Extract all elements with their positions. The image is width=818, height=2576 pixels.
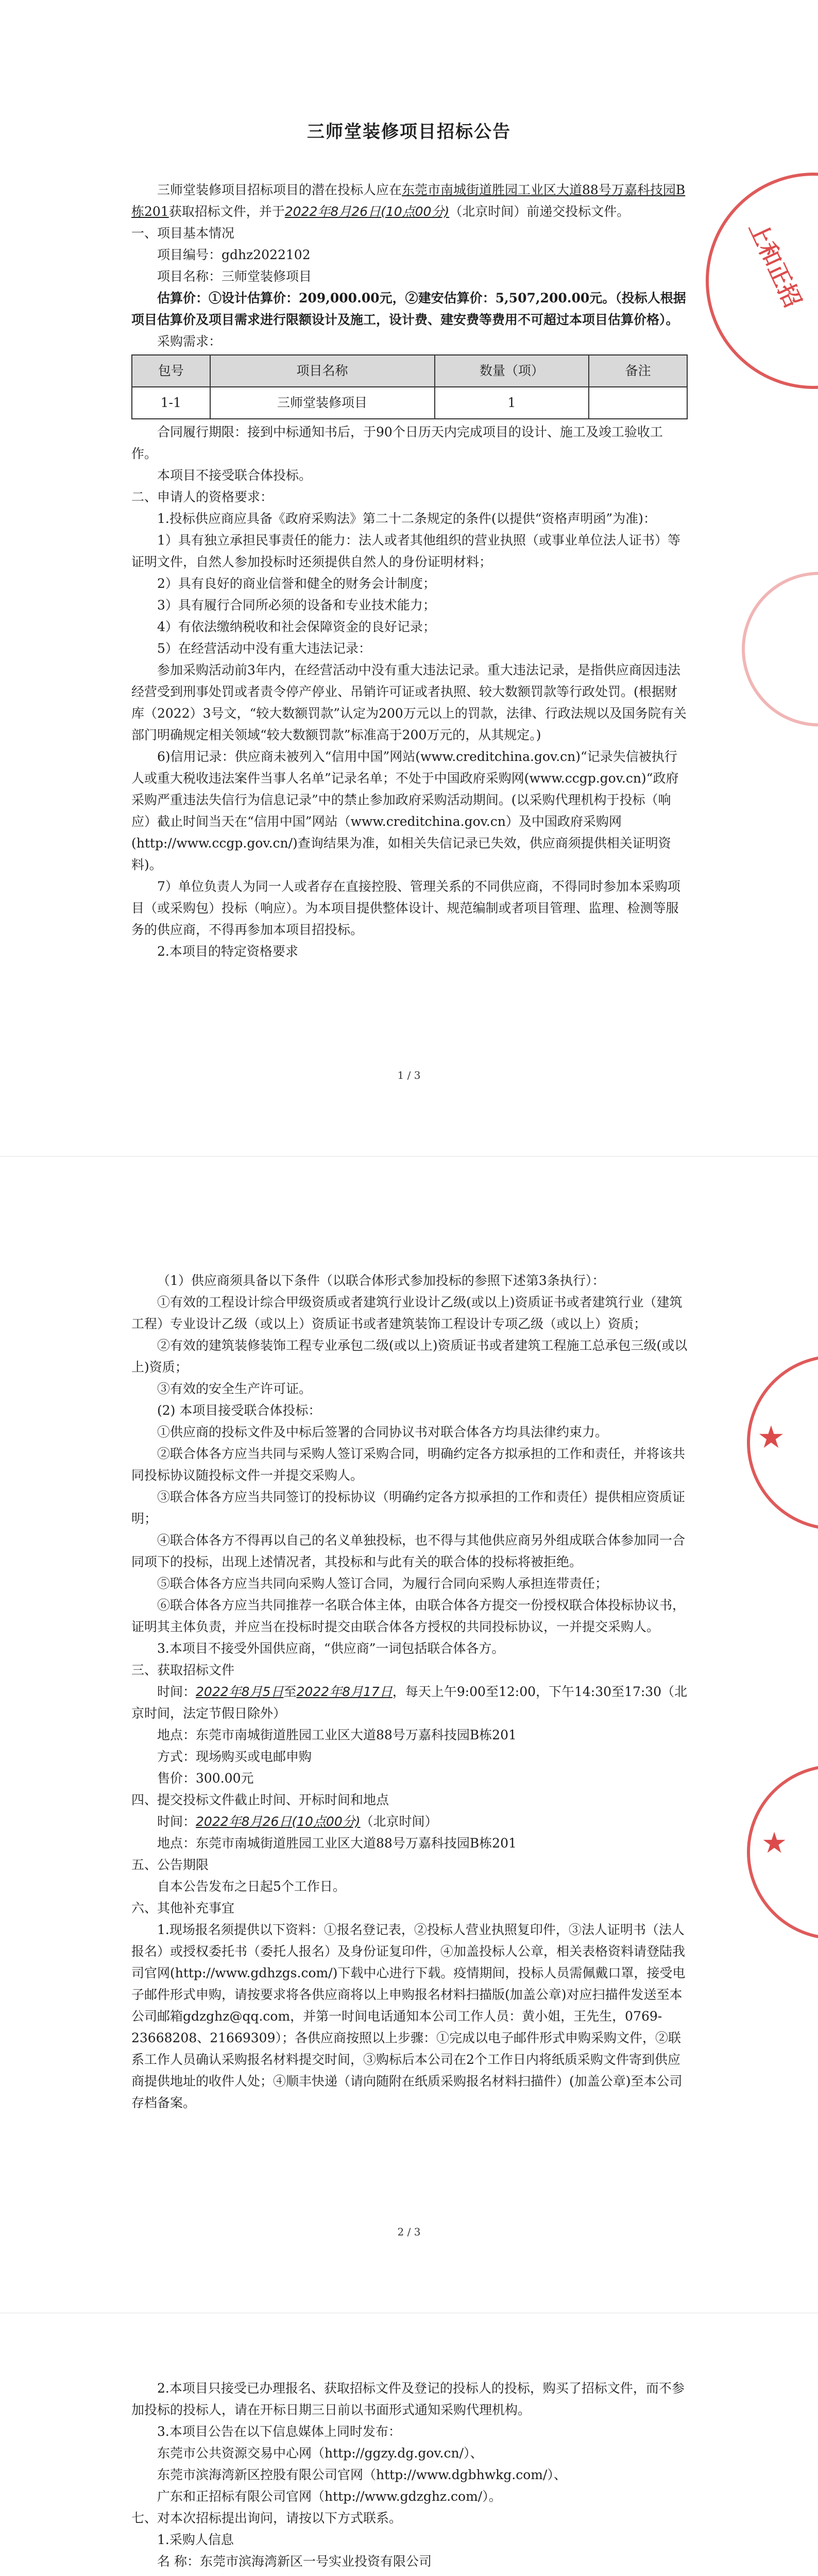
page-number: 2 / 3 — [397, 2226, 421, 2238]
announce-period: 自本公告发布之日起5个工作日。 — [157, 1879, 346, 1894]
joint-rule-3: ③联合体各方应当共同签订的投标协议（明确约定各方拟承担的工作和责任）提供相应资质证明； — [131, 1489, 686, 1526]
qualification-control: 7）单位负责人为同一人或者存在直接控股、管理关系的不同供应商，不得同时参加本采购项目（或采购包）投标（响应）。为本项目提供整体设计、规范编制或者项目管理、监理、检测等服务的供应商，不得再参加本项目招投标。 — [131, 879, 680, 937]
section-obtain-docs: 三、获取招标文件 — [131, 1663, 235, 1677]
qualification-2: 2.本项目的特定资格要求 — [157, 944, 298, 959]
media-intro: 3.本项目公告在以下信息媒体上同时发布： — [157, 2424, 401, 2439]
joint-rule-4: ④联合体各方不得再以自己的名义单独投标，也不得与其他供应商另外组成联合体参加同一合同项下的投标，出现上述情况者，其投标和与此有关的联合体的投标将被拒绝。 — [131, 1533, 686, 1569]
page-title: 三师堂装修项目招标公告 — [307, 122, 511, 142]
page3-body — [131, 2378, 688, 2576]
section-contact: 七、对本次招标提出询问，请按以下方式联系。 — [131, 2511, 402, 2526]
page-number: 1 / 3 — [397, 1069, 421, 1081]
buyer-address — [131, 2572, 688, 2576]
deadline-time: 时间：2022年8月26日(10点00分)（北京时间） — [157, 1814, 438, 1829]
media-2: 东莞市滨海湾新区控股有限公司官网（http://www.dgbhwkg.com/）、 — [157, 2467, 567, 2482]
demand-label: 采购需求： — [157, 334, 222, 349]
media-1: 东莞市公共资源交易中心网（http://ggzy.dg.gov.cn/）、 — [157, 2446, 483, 2461]
col-project-name: 项目名称 — [210, 355, 435, 387]
budget-text: 估算价：①设计估算价：209,000.00元，②建安估算价：5,507,200.00元。（投标人根据项目估算价及项目需求进行限额设计及施工，设计费、建安费等费用不可超过本项目估算价格）。 — [131, 291, 686, 327]
qualification-1-4: 4）有依法缴纳税收和社会保障资金的良好记录； — [157, 619, 436, 634]
foreign-supplier-note: 3.本项目不接受外国供应商，“供应商”一词包括联合体各方。 — [157, 1641, 505, 1656]
section-announce-period: 五、公告期限 — [131, 1857, 209, 1872]
deadline-location: 地点：东莞市南城街道胜园工业区大道88号万嘉科技园B栋201 — [157, 1836, 517, 1851]
table-row: 1-1 三师堂装修项目 1 — [132, 387, 687, 419]
page1-body — [131, 179, 688, 962]
qualification-1-5: 5）在经营活动中没有重大违法记录： — [157, 641, 371, 656]
joint-rule-5: ⑤联合体各方应当共同向采购人签订合同，为履行合同向采购人承担连带责任； — [157, 1576, 608, 1591]
contract-term: 合同履行期限：接到中标通知书后，于90个日历天内完成项目的设计、施工及竣工验收工作。 — [131, 425, 663, 461]
edge-seal-star: ★ — [757, 1419, 785, 1455]
page2-body — [131, 1270, 688, 2114]
qualification-1-1: 1）具有独立承担民事责任的能力：法人或者其他组织的营业执照（或事业单位法人证书）等证明文件，自然人参加投标时还须提供自然人的身份证明材料； — [131, 533, 680, 569]
col-package: 包号 — [132, 355, 210, 387]
section-deadline: 四、提交投标文件截止时间、开标时间和地点 — [131, 1792, 389, 1807]
section-other: 六、其他补充事宜 — [131, 1901, 235, 1916]
joint-rule-2: ②联合体各方应当共同与采购人签订采购合同，明确约定各方拟承担的工作和责任，并将该共同投标协议随投标文件一并提交采购人。 — [131, 1446, 686, 1483]
condition-design: ①有效的工程设计综合甲级资质或者建筑行业设计乙级(或以上)资质证书或者建筑行业（建筑工程）专业设计乙级（或以上）资质证书或者建筑装饰工程设计专项乙级（或以上）资质； — [131, 1295, 683, 1331]
page-1 — [0, 0, 818, 1157]
requirement-table — [131, 354, 688, 419]
col-quantity: 数量（项） — [435, 355, 589, 387]
obtain-method: 方式：现场购买或电邮申购 — [157, 1749, 312, 1764]
section-qualification: 二、申请人的资格要求： — [131, 489, 274, 504]
joint-rule-1: ①供应商的投标文件及中标后签署的合同协议书对联合体各方均具法律约束力。 — [157, 1425, 608, 1439]
buyer-info-heading: 1.采购人信息 — [157, 2532, 234, 2547]
media-3: 广东和正招标有限公司官网（http://www.gdzghz.com/）。 — [157, 2489, 502, 2504]
project-number: 项目编号：gdhz2022102 — [157, 247, 311, 262]
qualification-1-2: 2）具有良好的商业信誉和健全的财务会计制度； — [157, 576, 436, 591]
joint-bid-note: 本项目不接受联合体投标。 — [157, 468, 312, 483]
project-name: 项目名称：三师堂装修项目 — [157, 269, 312, 284]
qualification-1-3: 3）具有履行合同所必须的设备和专业技术能力； — [157, 598, 436, 613]
obtain-address: 地点：东莞市南城街道胜园工业区大道88号万嘉科技园B栋201 — [157, 1727, 517, 1742]
page-3 — [0, 2313, 818, 2576]
condition-safety: ③有效的安全生产许可证。 — [157, 1381, 312, 1396]
intro-paragraph: 三师堂装修项目招标项目的潜在投标人应在东莞市南城街道胜园工业区大道88号万嘉科技园B栋201获取招标文件，并于2022年8月26日(10点00分)（北京时间）前递交投标文件。 — [131, 182, 686, 219]
condition-intro: （1）供应商须具备以下条件（以联合体形式参加投标的参照下述第3条执行）： — [157, 1273, 605, 1288]
joint-rule-6: ⑥联合体各方应当共同推荐一名联合体主体，由联合体各方提交一份授权联合体投标协议书，证明其主体负责，并应当在投标时提交由联合体各方授权的共同投标协议，一并提交采购人。 — [131, 1598, 686, 1634]
qualification-1: 1.投标供应商应具备《政府采购法》第二十二条规定的条件(以提供“资格声明函”为准)： — [157, 511, 656, 526]
edge-seal-faint — [742, 572, 818, 726]
col-remark: 备注 — [589, 355, 687, 387]
joint-accepted: (2) 本项目接受联合体投标： — [157, 1403, 321, 1418]
buyer-name: 名 称：东莞市滨海湾新区一号实业投资有限公司 — [157, 2554, 432, 2569]
qualification-credit: 6)信用记录：供应商未被列入“信用中国”网站(www.creditchina.gov.cn)“记录失信被执行人或重大税收违法案件当事人名单”记录名单；不处于中国政府采购网(www.ccgp.gov.cn)“政府采购严重违法失信行为信息记录”中的禁止参加政府采购活动期间。(以采购代理机构于投标（响应）截止时间当天在“信用中国”网站（www.creditchina.gov.cn）及中国政府采购网(http://www.ccgp.gov.cn/)查询结果为准，如相关失信记录已失效，供应商须提供相关证明资料)。 — [131, 749, 679, 872]
condition-construction: ②有效的建筑装修装饰工程专业承包二级(或以上)资质证书或者建筑工程施工总承包三级(或以上)资质； — [131, 1338, 688, 1375]
edge-seal-text: 上和正招 — [743, 218, 806, 312]
other-registration: 1.现场报名须提供以下资料：①报名登记表，②投标人营业执照复印件，③法人证明书（法人报名）或授权委托书（委托人报名）及身份证复印件，④加盖投标人公章，相关表格资料请登陆我司官网(http://www.gdhzgs.com/)下载中心进行下载。疫情期间，投标人员需佩戴口罩，接受电子邮件形式申购，请按要求将各供应商将以上申购报名材料扫描版(加盖公章)对应扫描件发送至本公司邮箱gdzghz@qq.com，并第一时间电话通知本公司工作人员：黄小姐，王先生，0769-23668208、21669309）；各供应商按照以上步骤：①完成以电子邮件形式申购采购文件，②联系工作人员确认采购报名材料提交时间，③购标后本公司在2个工作日内将纸质采购文件寄到供应商提供地址的收件人处；④顺丰快递（请向随附在纸质采购报名材料扫描件）(加盖公章)至本公司存档备案。 — [131, 1922, 686, 2110]
page-2 — [0, 1157, 818, 2313]
edge-seal-star: ★ — [761, 1826, 788, 1860]
obtain-price: 售价：300.00元 — [157, 1771, 254, 1786]
section-basic-info: 一、项目基本情况 — [131, 226, 235, 241]
obtain-time: 时间：2022年8月5日至2022年8月17日，每天上午9:00至12:00，下午14:30至17:30（北京时间，法定节假日除外） — [131, 1684, 688, 1721]
qualification-1-5-detail: 参加采购活动前3年内，在经营活动中没有重大违法记录。重大违法记录，是指供应商因违法经营受到刑事处罚或者责令停产停业、吊销许可证或者执照、较大数额罚款等行政处罚。(根据财库（2022）3号文，“较大数额罚款”认定为200万元以上的罚款，法律、行政法规以及国务院有关部门明确规定相关领域“较大数额罚款”标准高于200万元的，从其规定。) — [131, 663, 687, 742]
bid-only-registered: 2.本项目只接受已办理报名、获取招标文件及登记的投标人的投标，购买了招标文件，而不参加投标的投标人，请在开标日期三日前以书面形式通知采购代理机构。 — [131, 2381, 685, 2417]
